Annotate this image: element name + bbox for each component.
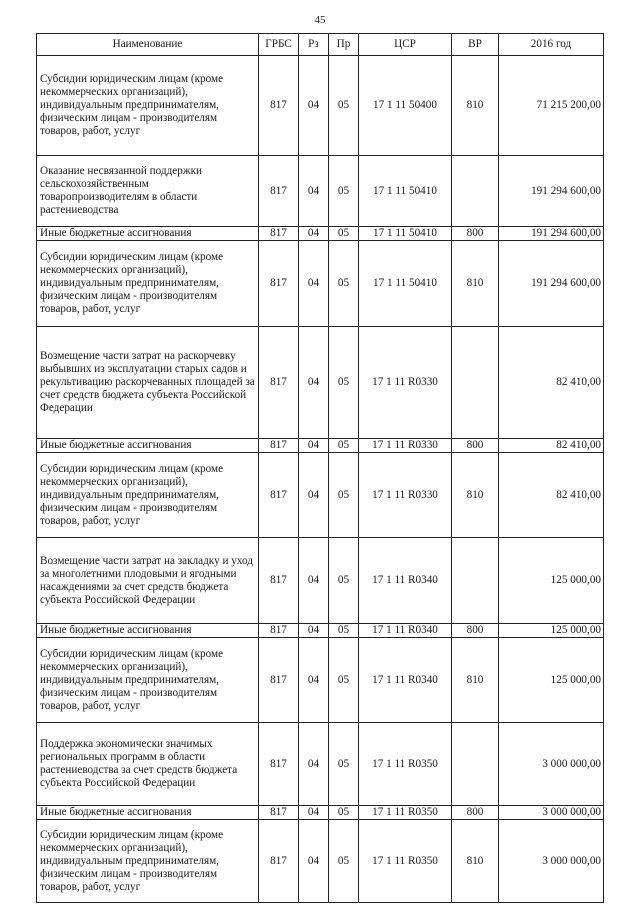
cell-grbs: 817 bbox=[259, 227, 299, 241]
table-row bbox=[37, 820, 604, 903]
budget-table bbox=[36, 33, 604, 903]
cell-pr: 05 bbox=[329, 227, 359, 241]
cell-name: Субсидии юридическим лицам (кроме некоммерческих организаций), индивидуальным предпринимателям, физическим лицам - производителям товаров, работ, услуг bbox=[37, 56, 259, 156]
cell-name: Иные бюджетные ассигнования bbox=[37, 806, 259, 820]
cell-pr: 05 bbox=[329, 723, 359, 806]
cell-rz: 04 bbox=[299, 820, 329, 903]
cell-pr: 05 bbox=[329, 439, 359, 453]
cell-rz: 04 bbox=[299, 806, 329, 820]
cell-name: Субсидии юридическим лицам (кроме некоммерческих организаций), индивидуальным предпринимателям, физическим лицам - производителям товаров, работ, услуг bbox=[37, 453, 259, 538]
cell-name: Субсидии юридическим лицам (кроме некоммерческих организаций), индивидуальным предпринимателям, физическим лицам - производителям товаров, работ, услуг bbox=[37, 820, 259, 903]
cell-amount: 3 000 000,00 bbox=[499, 820, 604, 903]
cell-csr: 17 1 11 R0340 bbox=[359, 638, 452, 723]
cell-grbs: 817 bbox=[259, 806, 299, 820]
cell-pr: 05 bbox=[329, 638, 359, 723]
cell-vr bbox=[452, 723, 499, 806]
cell-grbs: 817 bbox=[259, 624, 299, 638]
table-row bbox=[37, 723, 604, 806]
cell-grbs: 817 bbox=[259, 327, 299, 439]
cell-csr: 17 1 11 50410 bbox=[359, 227, 452, 241]
cell-vr: 810 bbox=[452, 638, 499, 723]
cell-rz: 04 bbox=[299, 327, 329, 439]
table-row bbox=[37, 624, 604, 638]
cell-csr: 17 1 11 50400 bbox=[359, 56, 452, 156]
cell-grbs: 817 bbox=[259, 638, 299, 723]
cell-csr: 17 1 11 R0330 bbox=[359, 439, 452, 453]
cell-grbs: 817 bbox=[259, 56, 299, 156]
cell-pr: 05 bbox=[329, 806, 359, 820]
cell-grbs: 817 bbox=[259, 439, 299, 453]
cell-vr: 810 bbox=[452, 241, 499, 327]
cell-pr: 05 bbox=[329, 624, 359, 638]
cell-rz: 04 bbox=[299, 638, 329, 723]
cell-vr bbox=[452, 327, 499, 439]
cell-pr: 05 bbox=[329, 327, 359, 439]
cell-rz: 04 bbox=[299, 227, 329, 241]
cell-amount: 82 410,00 bbox=[499, 327, 604, 439]
cell-rz: 04 bbox=[299, 156, 329, 227]
cell-name: Субсидии юридическим лицам (кроме некоммерческих организаций), индивидуальным предпринимателям, физическим лицам - производителям товаров, работ, услуг bbox=[37, 638, 259, 723]
cell-rz: 04 bbox=[299, 624, 329, 638]
cell-rz: 04 bbox=[299, 56, 329, 156]
table-header-row bbox=[37, 34, 604, 56]
cell-pr: 05 bbox=[329, 820, 359, 903]
cell-vr: 810 bbox=[452, 453, 499, 538]
cell-grbs: 817 bbox=[259, 241, 299, 327]
table-row bbox=[37, 806, 604, 820]
cell-name: Иные бюджетные ассигнования bbox=[37, 227, 259, 241]
cell-csr: 17 1 11 R0350 bbox=[359, 820, 452, 903]
table-row bbox=[37, 327, 604, 439]
header-amount: 2016 год bbox=[499, 34, 604, 56]
cell-amount: 191 294 600,00 bbox=[499, 156, 604, 227]
cell-name: Возмещение части затрат на закладку и уход за многолетними плодовыми и ягодными насаждениями за счет средств бюджета субъекта Российской Федерации bbox=[37, 538, 259, 624]
cell-grbs: 817 bbox=[259, 156, 299, 227]
header-csr: ЦСР bbox=[359, 34, 452, 56]
table-row bbox=[37, 156, 604, 227]
cell-rz: 04 bbox=[299, 241, 329, 327]
cell-pr: 05 bbox=[329, 241, 359, 327]
cell-name: Возмещение части затрат на раскорчевку выбывших из эксплуатации старых садов и рекультивацию раскорчеванных площадей за счет средств бюджета субъекта Российской Федерации bbox=[37, 327, 259, 439]
cell-pr: 05 bbox=[329, 156, 359, 227]
table-row bbox=[37, 453, 604, 538]
table-row bbox=[37, 638, 604, 723]
cell-amount: 125 000,00 bbox=[499, 624, 604, 638]
cell-name: Субсидии юридическим лицам (кроме некоммерческих организаций), индивидуальным предпринимателям, физическим лицам - производителям товаров, работ, услуг bbox=[37, 241, 259, 327]
cell-vr: 800 bbox=[452, 806, 499, 820]
cell-amount: 3 000 000,00 bbox=[499, 806, 604, 820]
header-name: Наименование bbox=[37, 34, 259, 56]
cell-grbs: 817 bbox=[259, 453, 299, 538]
cell-grbs: 817 bbox=[259, 538, 299, 624]
cell-name: Иные бюджетные ассигнования bbox=[37, 624, 259, 638]
header-grbs: ГРБС bbox=[259, 34, 299, 56]
cell-name: Оказание несвязанной поддержки сельскохозяйственным товаропроизводителям в области растениеводства bbox=[37, 156, 259, 227]
cell-vr: 810 bbox=[452, 56, 499, 156]
cell-csr: 17 1 11 R0340 bbox=[359, 624, 452, 638]
cell-vr: 810 bbox=[452, 820, 499, 903]
cell-vr bbox=[452, 156, 499, 227]
cell-csr: 17 1 11 R0330 bbox=[359, 453, 452, 538]
cell-name: Иные бюджетные ассигнования bbox=[37, 439, 259, 453]
cell-csr: 17 1 11 R0340 bbox=[359, 538, 452, 624]
page-number: 45 bbox=[314, 14, 326, 26]
cell-grbs: 817 bbox=[259, 723, 299, 806]
cell-amount: 3 000 000,00 bbox=[499, 723, 604, 806]
cell-amount: 191 294 600,00 bbox=[499, 227, 604, 241]
cell-amount: 71 215 200,00 bbox=[499, 56, 604, 156]
table-row bbox=[37, 227, 604, 241]
cell-pr: 05 bbox=[329, 453, 359, 538]
cell-vr: 800 bbox=[452, 624, 499, 638]
cell-amount: 82 410,00 bbox=[499, 439, 604, 453]
cell-amount: 191 294 600,00 bbox=[499, 241, 604, 327]
cell-csr: 17 1 11 50410 bbox=[359, 156, 452, 227]
cell-grbs: 817 bbox=[259, 820, 299, 903]
cell-name: Поддержка экономически значимых региональных программ в области растениеводства за счет средств бюджета субъекта Российской Федерации bbox=[37, 723, 259, 806]
cell-rz: 04 bbox=[299, 723, 329, 806]
header-vr: ВР bbox=[452, 34, 499, 56]
table-row bbox=[37, 538, 604, 624]
cell-csr: 17 1 11 R0350 bbox=[359, 723, 452, 806]
cell-amount: 125 000,00 bbox=[499, 538, 604, 624]
cell-rz: 04 bbox=[299, 453, 329, 538]
cell-vr: 800 bbox=[452, 227, 499, 241]
cell-pr: 05 bbox=[329, 538, 359, 624]
header-rz: Рз bbox=[299, 34, 329, 56]
cell-pr: 05 bbox=[329, 56, 359, 156]
cell-rz: 04 bbox=[299, 439, 329, 453]
table-row bbox=[37, 439, 604, 453]
cell-rz: 04 bbox=[299, 538, 329, 624]
cell-amount: 82 410,00 bbox=[499, 453, 604, 538]
cell-csr: 17 1 11 R0350 bbox=[359, 806, 452, 820]
header-pr: Пр bbox=[329, 34, 359, 56]
table-row bbox=[37, 241, 604, 327]
cell-csr: 17 1 11 50410 bbox=[359, 241, 452, 327]
cell-amount: 125 000,00 bbox=[499, 638, 604, 723]
table-row bbox=[37, 56, 604, 156]
cell-vr: 800 bbox=[452, 439, 499, 453]
cell-csr: 17 1 11 R0330 bbox=[359, 327, 452, 439]
cell-vr bbox=[452, 538, 499, 624]
